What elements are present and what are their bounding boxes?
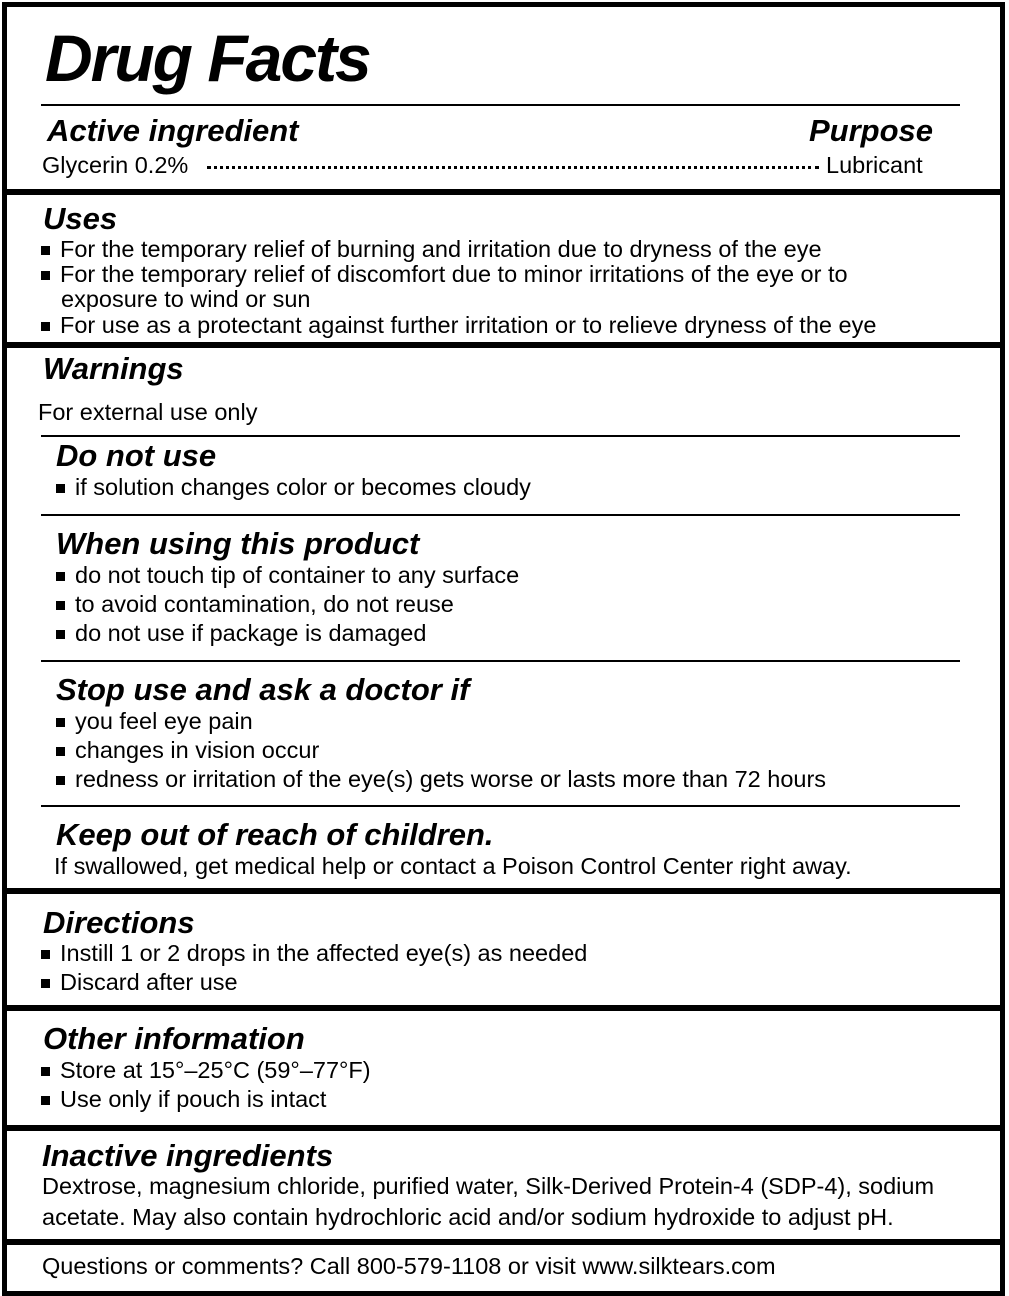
uses-heading: Uses <box>43 201 118 236</box>
active-ingredient-heading: Active ingredient <box>47 113 299 148</box>
divider <box>41 805 960 807</box>
divider <box>41 514 960 516</box>
warnings-heading: Warnings <box>43 351 184 386</box>
directions-item: Instill 1 or 2 drops in the affected eye(s) as needed <box>60 940 588 966</box>
stop-use-heading: Stop use and ask a doctor if <box>56 672 470 707</box>
uses-item: For use as a protectant against further irritation or to relieve dryness of the eye <box>60 312 877 338</box>
page-title: Drug Facts <box>45 21 370 95</box>
inactive-ingredients-heading: Inactive ingredients <box>42 1138 334 1173</box>
dot-leader <box>207 166 819 169</box>
section-divider <box>7 342 1000 348</box>
uses-item-continued: exposure to wind or sun <box>61 286 311 312</box>
section-divider <box>7 1125 1000 1131</box>
inactive-ingredients-text: Dextrose, magnesium chloride, purified water, Silk-Derived Protein-4 (SDP-4), sodium <box>42 1173 935 1199</box>
stop-use-item: changes in vision occur <box>75 737 320 763</box>
directions-heading: Directions <box>43 905 195 940</box>
purpose-heading: Purpose <box>809 113 934 148</box>
when-using-item: do not touch tip of container to any surface <box>75 562 520 588</box>
stop-use-item: you feel eye pain <box>75 708 253 734</box>
section-divider <box>7 189 1000 195</box>
section-divider <box>7 1005 1000 1011</box>
do-not-use-heading: Do not use <box>56 438 217 473</box>
divider <box>41 660 960 662</box>
section-divider <box>7 888 1000 894</box>
keep-out-heading: Keep out of reach of children. <box>56 817 494 852</box>
directions-item: Discard after use <box>60 969 238 995</box>
active-ingredient-value: Glycerin 0.2% <box>42 152 189 178</box>
stop-use-item: redness or irritation of the eye(s) gets worse or lasts more than 72 hours <box>75 766 827 792</box>
do-not-use-item: if solution changes color or becomes cloudy <box>75 474 531 500</box>
uses-item: For the temporary relief of discomfort due to minor irritations of the eye or to <box>60 261 848 287</box>
section-divider <box>7 1239 1000 1245</box>
external-use-text: For external use only <box>38 399 258 425</box>
other-information-heading: Other information <box>43 1021 305 1056</box>
purpose-value: Lubricant <box>826 152 923 178</box>
other-information-item: Store at 15°–25°C (59°–77°F) <box>60 1057 371 1083</box>
divider <box>41 104 960 106</box>
other-information-item: Use only if pouch is intact <box>60 1086 327 1112</box>
divider <box>41 435 960 437</box>
when-using-item: do not use if package is damaged <box>75 620 427 646</box>
uses-item: For the temporary relief of burning and irritation due to dryness of the eye <box>60 236 822 262</box>
inactive-ingredients-text: acetate. May also contain hydrochloric acid and/or sodium hydroxide to adjust pH. <box>42 1204 894 1230</box>
keep-out-text: If swallowed, get medical help or contact a Poison Control Center right away. <box>54 853 852 879</box>
when-using-item: to avoid contamination, do not reuse <box>75 591 454 617</box>
questions-text: Questions or comments? Call 800-579-1108 or visit www.silktears.com <box>42 1253 776 1279</box>
when-using-heading: When using this product <box>56 526 420 561</box>
